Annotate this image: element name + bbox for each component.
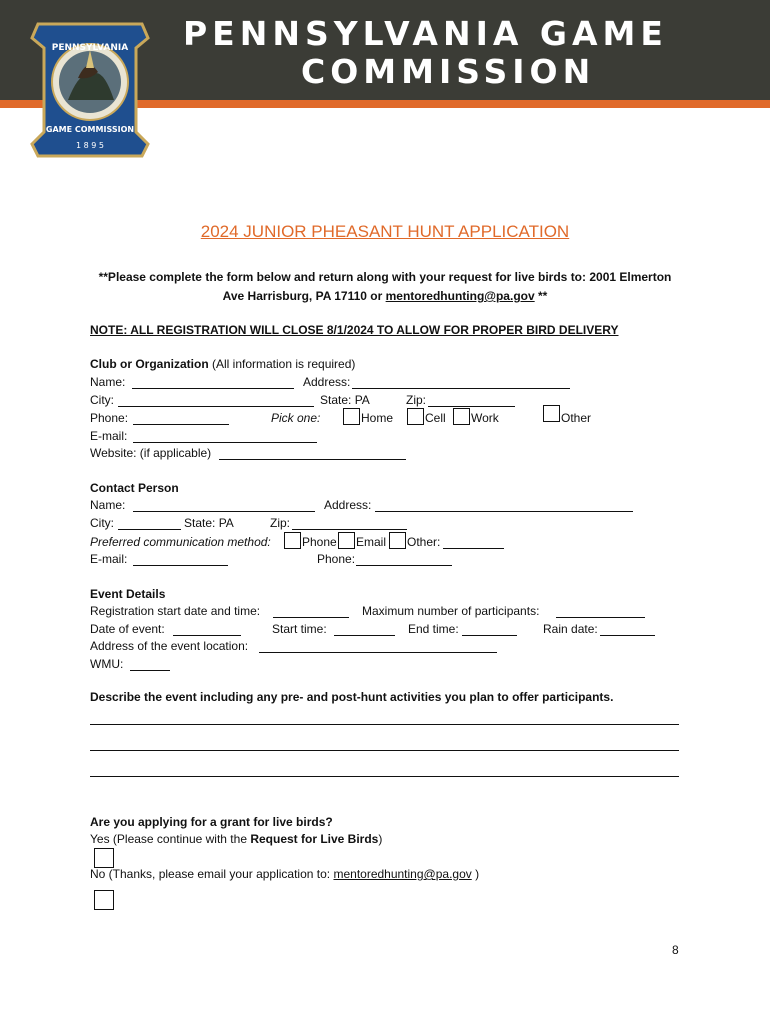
event-location-label: Address of the event location: <box>90 639 249 653</box>
grant-yes-label: Yes (Please continue with the Request for Live Birds) <box>90 832 383 846</box>
describe-prompt: Describe the event including any pre- and post-hunt activities you plan to offer participants. <box>90 690 614 704</box>
instructions-line1: **Please complete the form below and return along with your request for live birds to: 2001 Elmerton <box>98 270 672 284</box>
club-home-checkbox[interactable] <box>343 408 360 425</box>
event-end-time-field[interactable] <box>462 635 517 636</box>
contact-state-label: State: PA <box>184 516 234 530</box>
contact-phone-label: Phone: <box>317 552 356 566</box>
contact-heading: Contact Person <box>90 481 179 495</box>
contact-zip-label: Zip: <box>270 516 291 530</box>
seal-bottom-text: GAME COMMISSION <box>45 125 135 134</box>
registration-note: NOTE: ALL REGISTRATION WILL CLOSE 8/1/2024 TO ALLOW FOR PROPER BIRD DELIVERY <box>90 323 619 337</box>
describe-answer-line-2[interactable] <box>90 750 679 751</box>
grant-question: Are you applying for a grant for live birds? <box>90 815 333 829</box>
seal-year: 1 8 9 5 <box>76 141 104 150</box>
contact-address-label: Address: <box>324 498 372 512</box>
event-reg-start-label: Registration start date and time: <box>90 604 261 618</box>
club-home-label: Home <box>361 411 394 425</box>
contact-city-label: City: <box>90 516 114 530</box>
event-end-time-label: End time: <box>408 622 459 636</box>
club-name-field[interactable] <box>132 388 294 389</box>
club-address-label: Address: <box>303 375 351 389</box>
contact-email-option-label: Email <box>356 535 387 549</box>
contact-other-option-label: Other: <box>407 535 441 549</box>
club-name-label: Name: <box>90 375 126 389</box>
event-date-field[interactable] <box>173 635 241 636</box>
instructions-line2: Ave Harrisburg, PA 17110 or mentoredhunting@pa.gov ** <box>222 289 548 303</box>
event-rain-date-label: Rain date: <box>543 622 598 636</box>
club-zip-label: Zip: <box>406 393 427 407</box>
event-rain-date-field[interactable] <box>600 635 655 636</box>
club-zip-field[interactable] <box>428 406 515 407</box>
event-reg-start-field[interactable] <box>273 617 349 618</box>
club-phone-field[interactable] <box>133 424 229 425</box>
event-wmu-field[interactable] <box>130 670 170 671</box>
event-location-field[interactable] <box>259 652 497 653</box>
contact-preferred-label: Preferred communication method: <box>90 535 271 549</box>
club-city-field[interactable] <box>118 406 314 407</box>
contact-name-label: Name: <box>90 498 126 512</box>
form-title: 2024 JUNIOR PHEASANT HUNT APPLICATION <box>200 222 570 241</box>
grant-no-label: No (Thanks, please email your application to: mentoredhunting@pa.gov ) <box>90 867 480 881</box>
event-start-time-field[interactable] <box>334 635 395 636</box>
contact-city-field[interactable] <box>118 529 181 530</box>
grant-yes-checkbox[interactable] <box>94 848 114 868</box>
contact-address-field[interactable] <box>375 511 633 512</box>
contact-email-label: E-mail: <box>90 552 128 566</box>
club-address-field[interactable] <box>352 388 570 389</box>
contact-phone-option-label: Phone <box>302 535 337 549</box>
event-max-participants-field[interactable] <box>556 617 645 618</box>
event-wmu-label: WMU: <box>90 657 124 671</box>
event-heading: Event Details <box>90 587 166 601</box>
club-state-label: State: PA <box>320 393 370 407</box>
club-cell-checkbox[interactable] <box>407 408 424 425</box>
contact-phone-field[interactable] <box>356 565 452 566</box>
event-start-time-label: Start time: <box>272 622 327 636</box>
club-email-field[interactable] <box>133 442 317 443</box>
event-max-participants-label: Maximum number of participants: <box>362 604 540 618</box>
grant-email-link[interactable]: mentoredhunting@pa.gov <box>333 867 472 881</box>
keystone-seal-logo <box>28 20 152 160</box>
contact-email-field[interactable] <box>133 565 228 566</box>
contact-email-checkbox[interactable] <box>338 532 355 549</box>
event-date-label: Date of event: <box>90 622 165 636</box>
club-pick-one-label: Pick one: <box>271 411 321 425</box>
page-number: 8 <box>672 943 679 957</box>
describe-answer-line-3[interactable] <box>90 776 679 777</box>
club-other-checkbox[interactable] <box>543 405 560 422</box>
club-cell-label: Cell <box>425 411 446 425</box>
agency-title-line1: PENNSYLVANIA GAME <box>183 14 668 53</box>
contact-other-field[interactable] <box>443 548 504 549</box>
club-email-label: E-mail: <box>90 429 128 443</box>
club-heading: Club or Organization (All information is required) <box>90 357 356 371</box>
club-phone-label: Phone: <box>90 411 129 425</box>
club-city-label: City: <box>90 393 114 407</box>
club-other-label: Other <box>561 411 592 425</box>
agency-title-line2: COMMISSION <box>301 52 596 91</box>
club-website-label: Website: (if applicable) <box>90 446 212 460</box>
contact-name-field[interactable] <box>133 511 315 512</box>
club-work-checkbox[interactable] <box>453 408 470 425</box>
contact-other-checkbox[interactable] <box>389 532 406 549</box>
describe-answer-line-1[interactable] <box>90 724 679 725</box>
contact-phone-checkbox[interactable] <box>284 532 301 549</box>
seal-top-text: PENNSYLVANIA <box>51 43 129 53</box>
club-work-label: Work <box>471 411 499 425</box>
club-website-field[interactable] <box>219 459 406 460</box>
contact-zip-field[interactable] <box>292 529 407 530</box>
grant-no-checkbox[interactable] <box>94 890 114 910</box>
instructions-email-link[interactable]: mentoredhunting@pa.gov <box>385 289 535 303</box>
